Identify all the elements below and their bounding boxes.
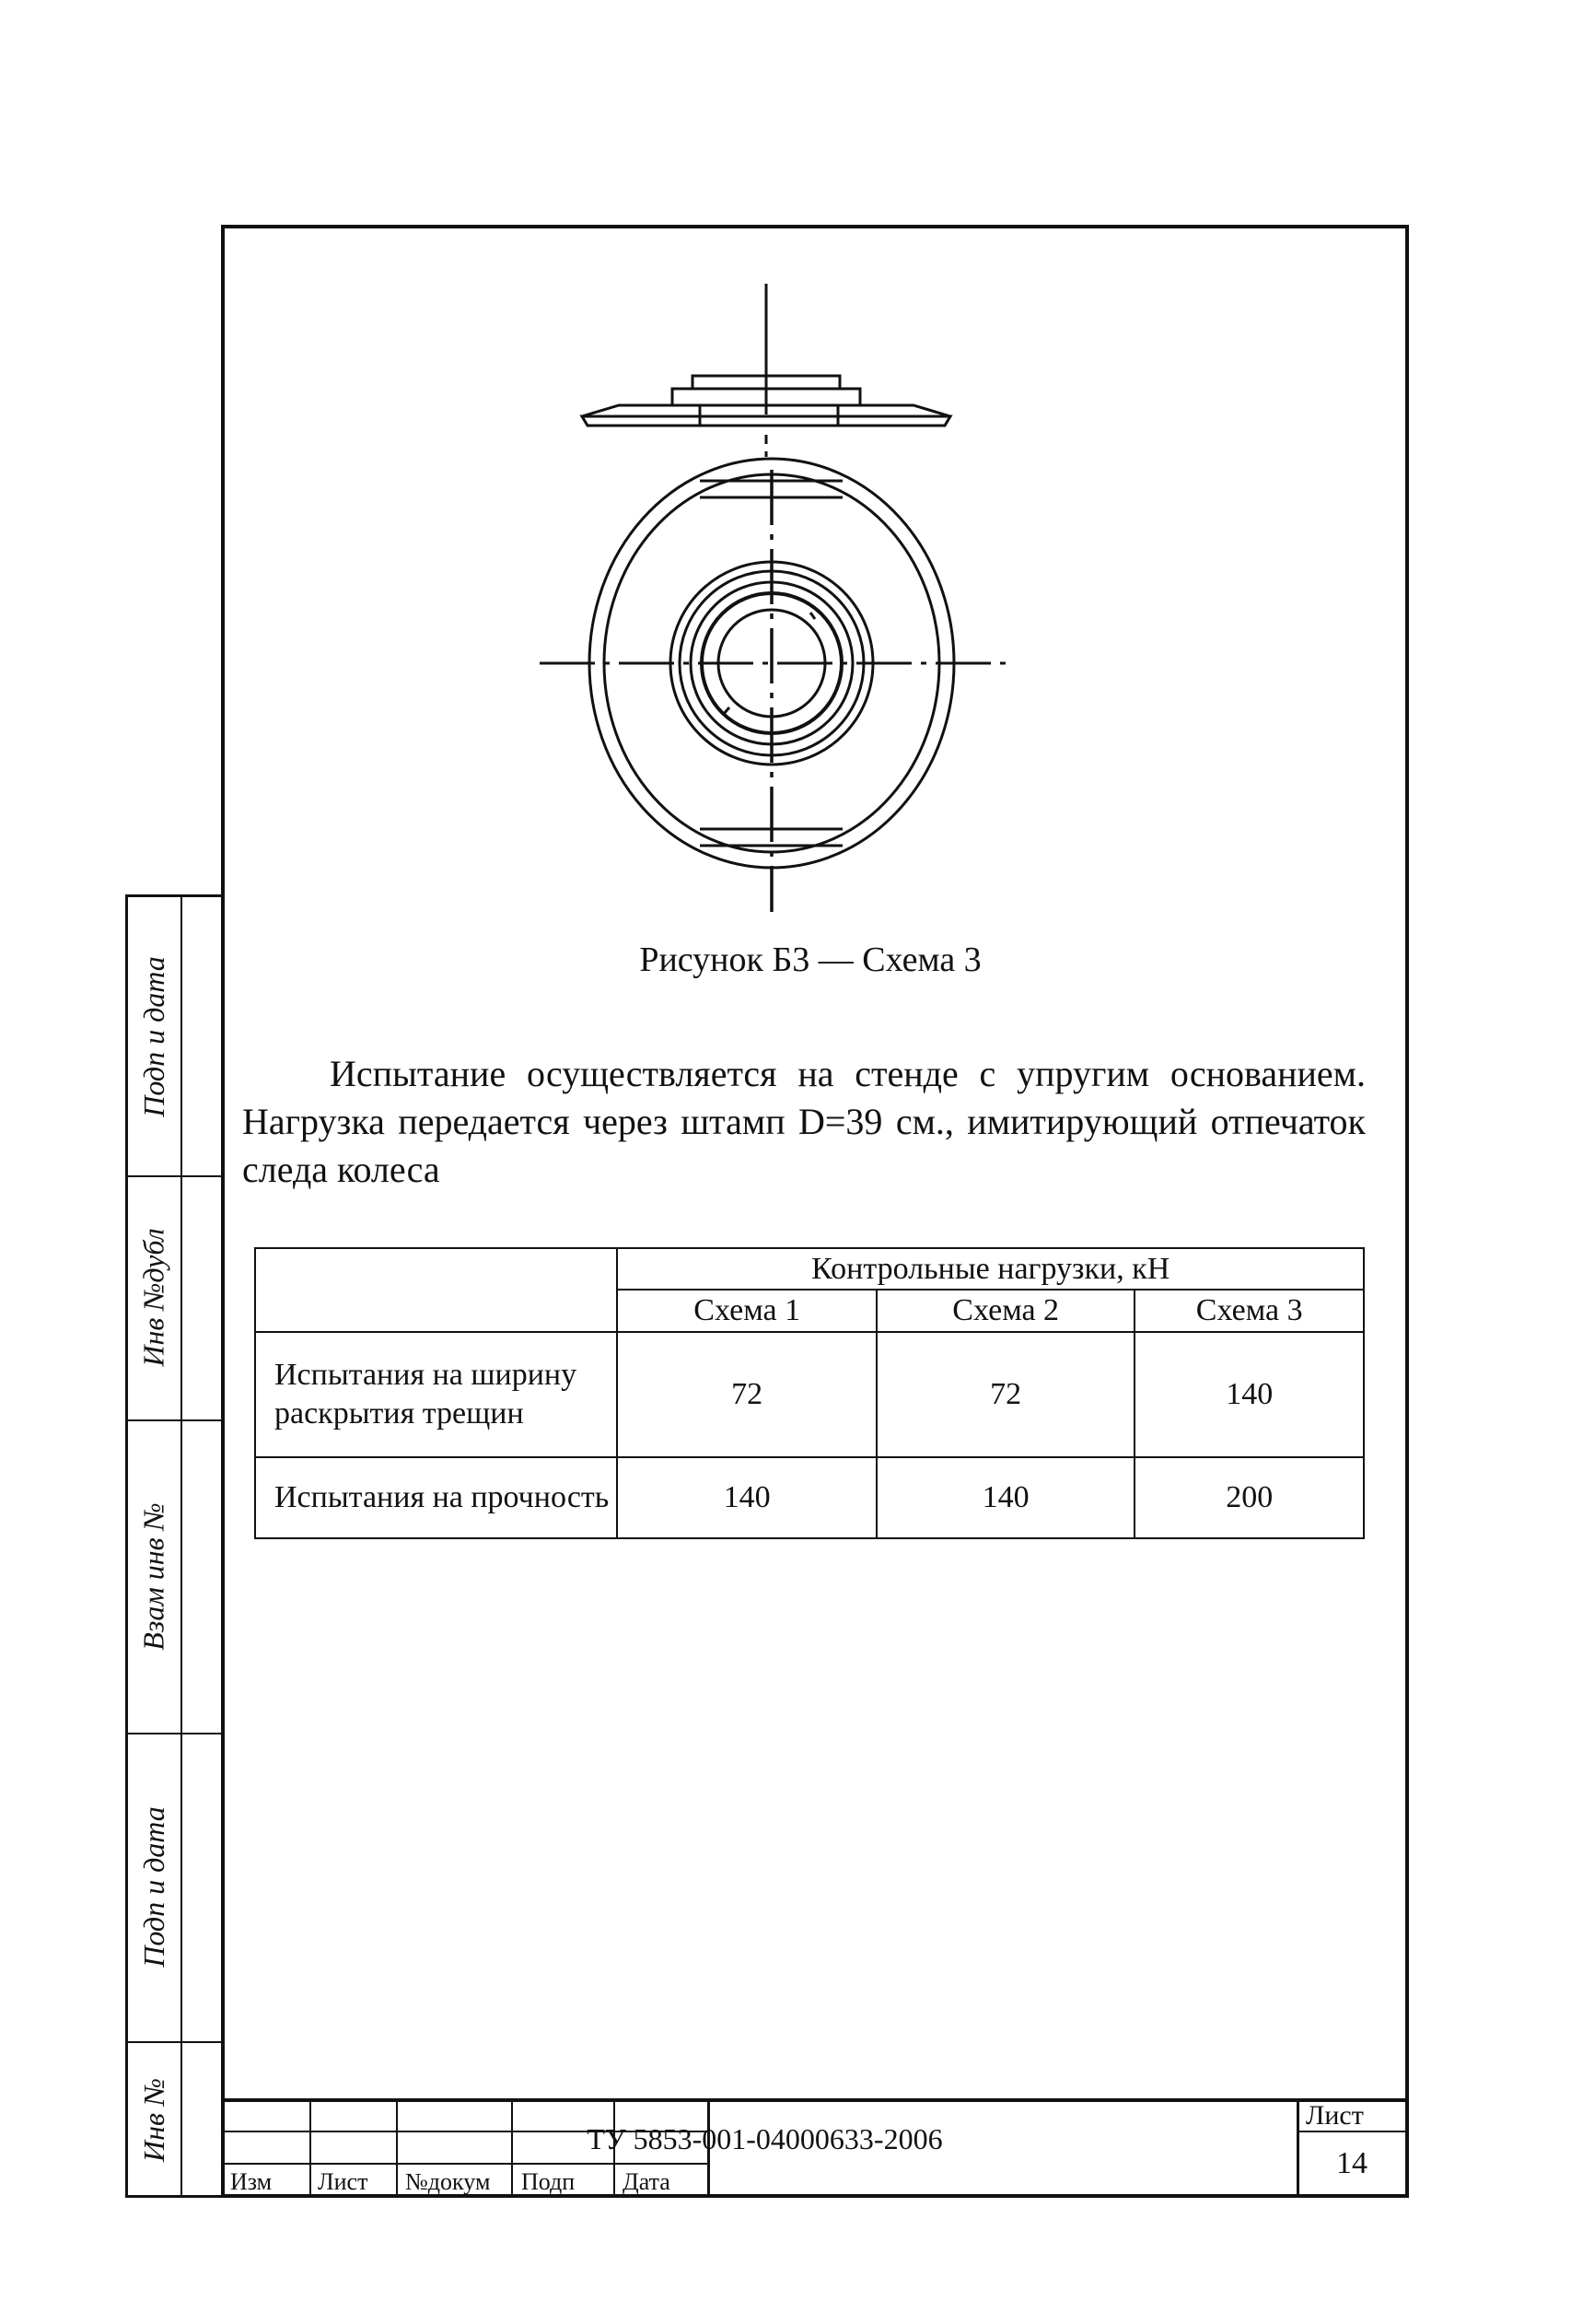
table-row bbox=[255, 1457, 1364, 1538]
sheet-label: Лист bbox=[1306, 2100, 1364, 2131]
table-row bbox=[255, 1332, 1364, 1457]
tb-col-label: №докум bbox=[405, 2168, 491, 2195]
technical-drawing bbox=[534, 276, 1031, 930]
table-cell: 140 bbox=[617, 1457, 876, 1538]
table-corner bbox=[255, 1248, 617, 1332]
table-col-header: Схема 1 bbox=[617, 1290, 876, 1332]
table-cell: 140 bbox=[877, 1457, 1135, 1538]
table-cell: 140 bbox=[1135, 1332, 1364, 1457]
sheet-number: 14 bbox=[1336, 2146, 1367, 2180]
figure-caption: Рисунок Б3 — Схема 3 bbox=[639, 940, 982, 979]
stamp-label: Инв №дубл bbox=[137, 1228, 171, 1367]
tb-col-label: Лист bbox=[318, 2168, 368, 2195]
stamp-label: Подп и дата bbox=[137, 1806, 170, 1968]
row-label: Испытания на прочность bbox=[255, 1457, 617, 1538]
table-cell: 200 bbox=[1135, 1457, 1364, 1538]
row-label: Испытания на ширину раскрытия трещин bbox=[255, 1332, 617, 1457]
body-paragraph: Испытание осуществляется на стенде с упругим основанием. Нагрузка передается через штамп D=39 см., имитирующий отпечаток следа колеса bbox=[242, 1053, 1366, 1190]
stamp-label: Инв № bbox=[137, 2077, 171, 2162]
document-number: ТУ 5853-001-04000633-2006 bbox=[587, 2122, 943, 2155]
tb-col-label: Подп bbox=[521, 2168, 576, 2195]
loads-table bbox=[254, 1247, 1365, 1539]
table-col-header: Схема 2 bbox=[877, 1290, 1135, 1332]
table-group-header: Контрольные нагрузки, кН bbox=[617, 1248, 1364, 1290]
stamp-label: Подп и дата bbox=[137, 955, 170, 1117]
tb-col-label: Дата bbox=[623, 2168, 670, 2195]
table-cell: 72 bbox=[617, 1332, 876, 1457]
stamp-label: Взам инв № bbox=[137, 1501, 171, 1651]
table-col-header: Схема 3 bbox=[1135, 1290, 1364, 1332]
tb-col-label: Изм bbox=[230, 2168, 273, 2195]
table-cell: 72 bbox=[877, 1332, 1135, 1457]
side-stamp-columns bbox=[125, 894, 225, 2198]
